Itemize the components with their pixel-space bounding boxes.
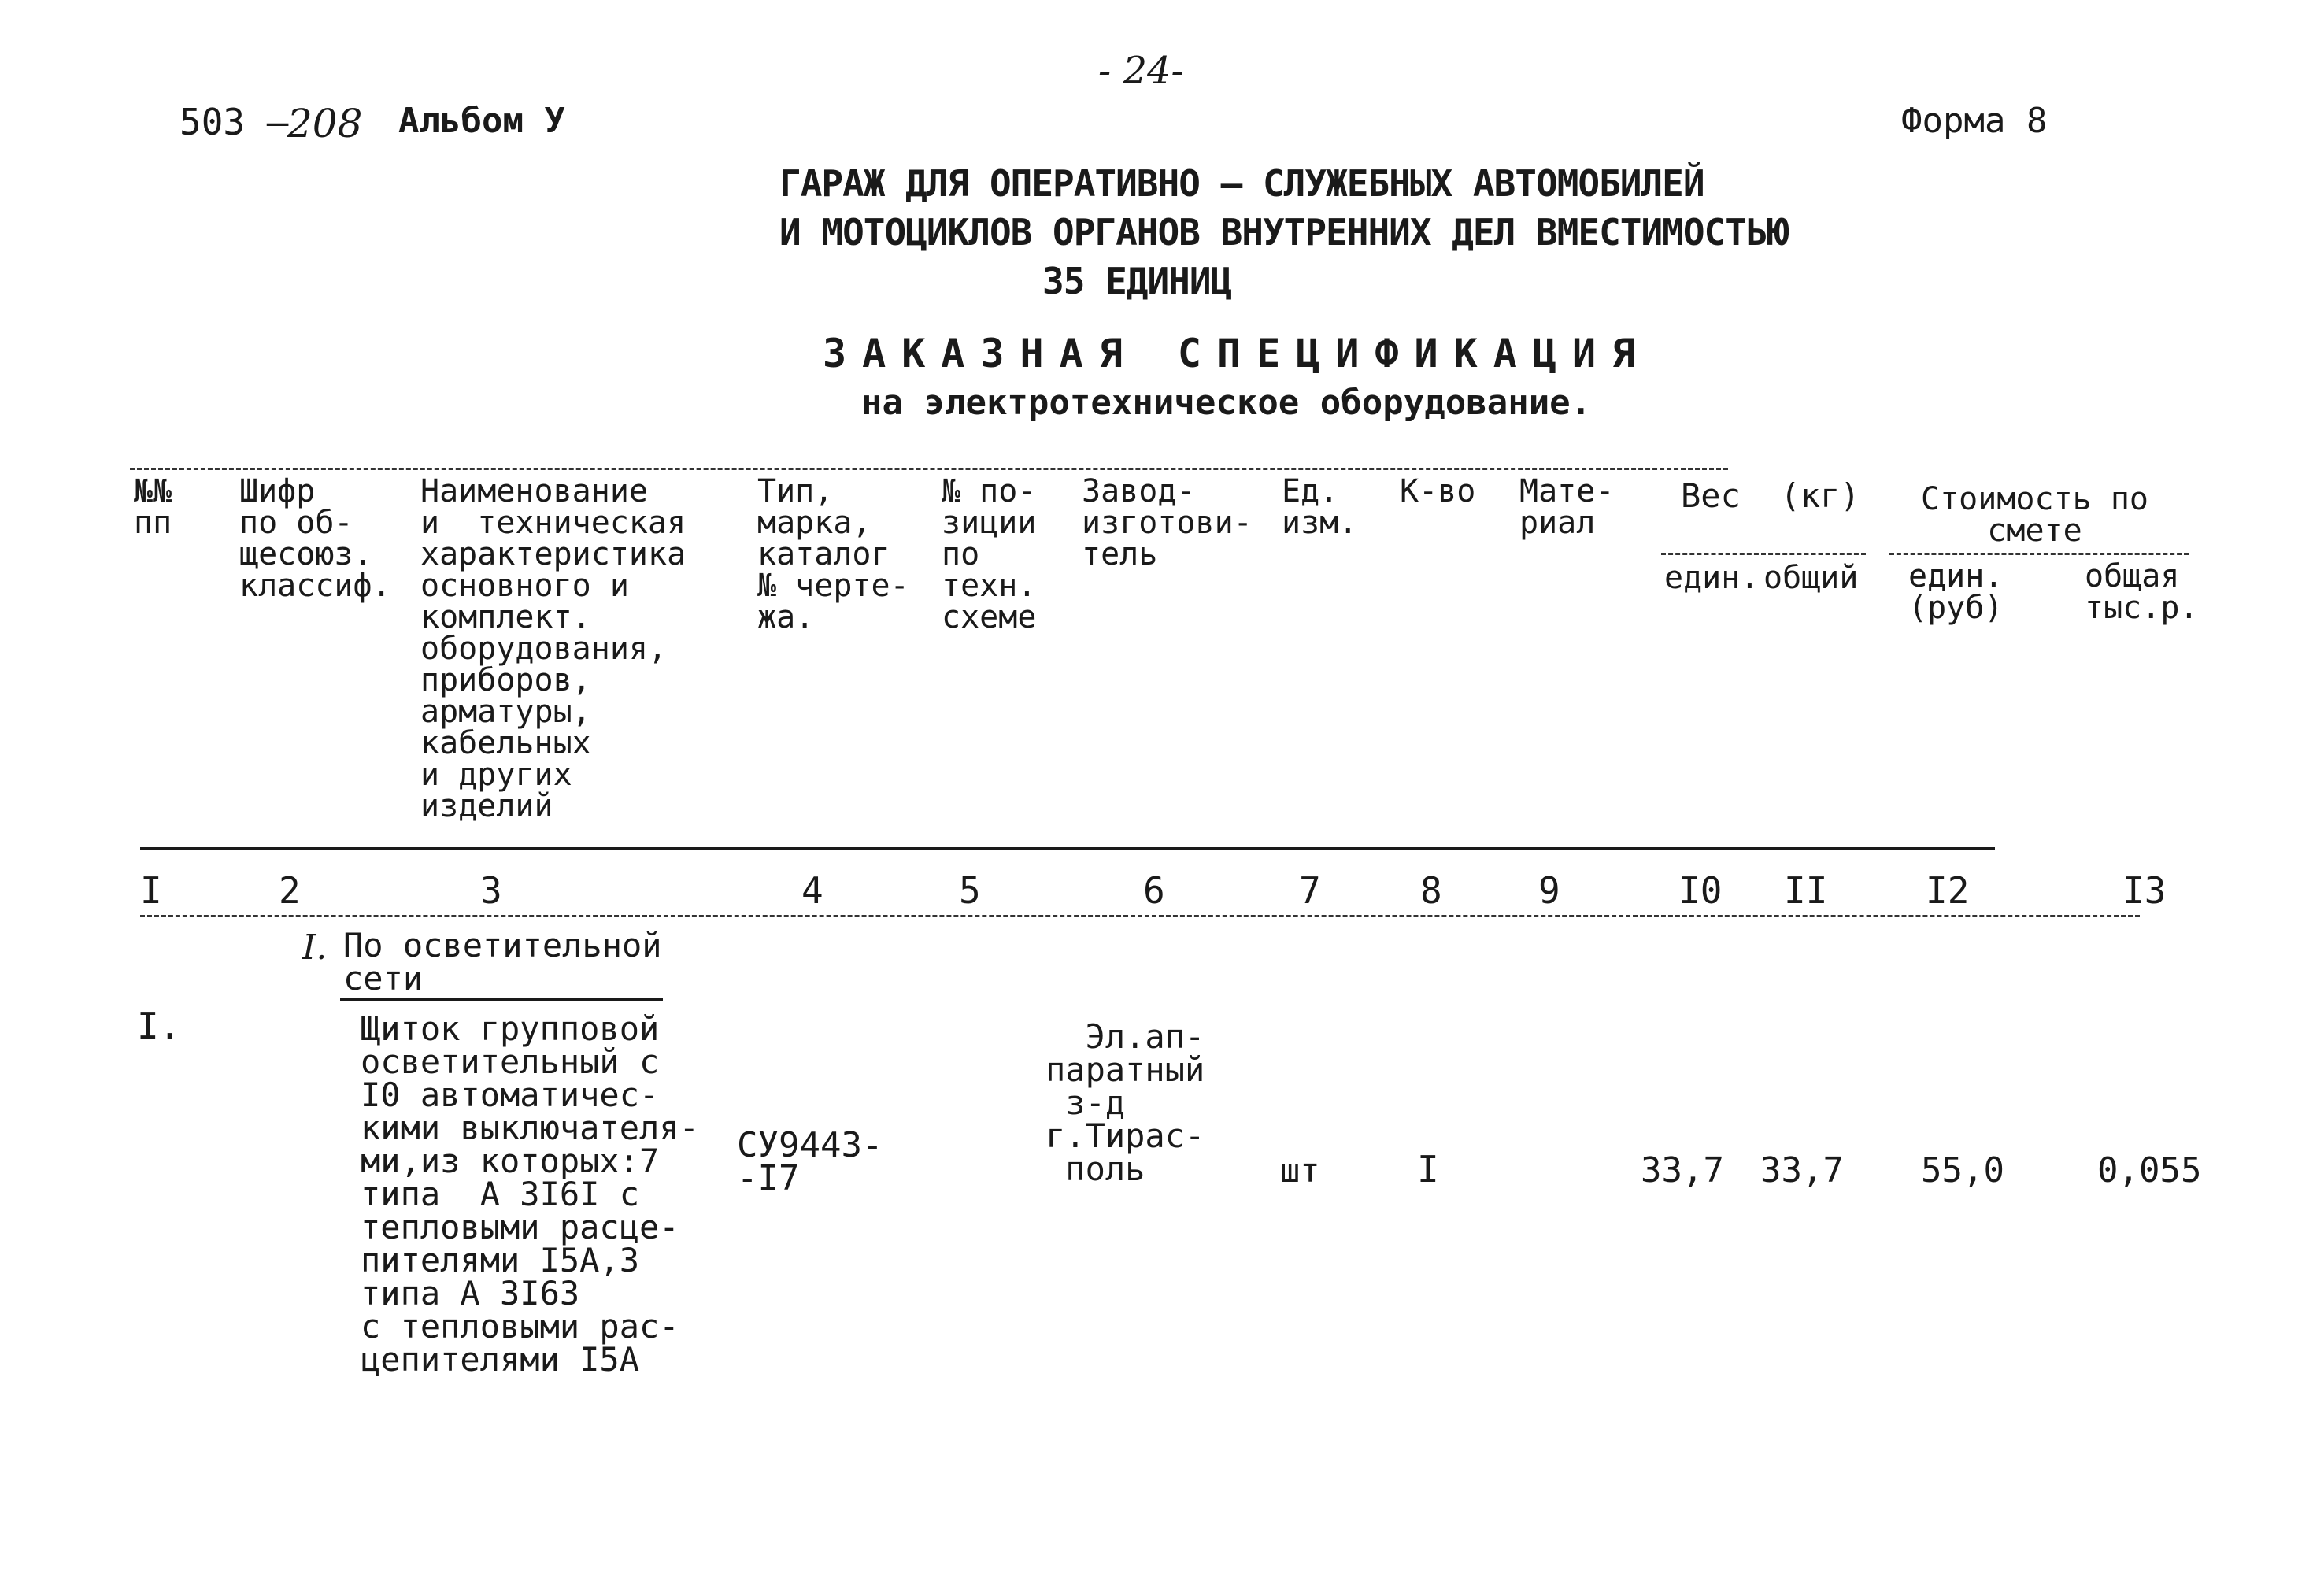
col-num-rule [140, 915, 2140, 917]
weight-group-rule [1661, 553, 1866, 555]
col-head-1: №№ пп [134, 473, 172, 541]
doc-code: 503 – [179, 101, 289, 143]
col-num-3: 3 [480, 869, 502, 912]
row-maker: Эл.ап- паратный з-д г.Тирас- поль [1045, 1017, 1205, 1188]
col-num-1: I [140, 869, 162, 912]
spec-subtitle: на электротехническое оборудование. [861, 383, 1592, 423]
col-num-12: I2 [1926, 869, 1970, 912]
col-head-weight-total: общий [1763, 560, 1859, 596]
col-head-cost-unit: един. (руб) [1908, 558, 2004, 626]
col-num-4: 4 [801, 869, 823, 912]
col-num-9: 9 [1538, 869, 1560, 912]
table-top-rule [130, 468, 1728, 470]
col-head-weight-group: Вес (кг) [1681, 476, 1860, 515]
col-head-8: К-во [1400, 473, 1476, 509]
section-number: I. [302, 927, 328, 968]
title-line-1: ГАРАЖ ДЛЯ ОПЕРАТИВНО – СЛУЖЕБНЫХ АВТОМОБИЛЕЙ [779, 162, 1704, 205]
section-title: По осветительной сети [343, 926, 662, 998]
col-head-3: Наименование и техническая характеристика основного и комплект. оборудования, приборов, арматуры, кабельных и других изделий [420, 473, 686, 824]
cost-group-rule [1889, 553, 2189, 555]
row-qty: I [1417, 1148, 1439, 1190]
col-num-6: 6 [1143, 869, 1165, 912]
title-line-3: 35 ЕДИНИЦ [1042, 260, 1232, 302]
col-num-13: I3 [2122, 869, 2167, 912]
col-num-7: 7 [1299, 869, 1321, 912]
col-head-5: № по- зиции по техн. схеме [942, 473, 1037, 635]
col-head-2: Шифр по об- щесоюз. классиф. [239, 473, 391, 604]
row-name: Щиток групповой осветительный с I0 автоматичес- кими выключателя- ми,из которых:7 типа А 3I6I с тепловыми расце- пителями I5А,3 типа А 3I63 с тепловыми рас- цепителями I5А [361, 1009, 699, 1379]
col-head-weight-unit: един. [1664, 560, 1760, 596]
row-weight-total: 33,7 [1760, 1150, 1844, 1190]
doc-number: 208 [287, 101, 363, 146]
col-num-11: II [1784, 869, 1828, 912]
col-num-2: 2 [279, 869, 301, 912]
row-cost-total: 0,055 [2097, 1150, 2202, 1190]
row-number: I. [137, 1005, 181, 1047]
col-head-cost-total: общая тыс.р. [2085, 558, 2199, 626]
album-label: Альбом У [398, 101, 565, 141]
col-head-9: Мате- риал [1519, 473, 1615, 541]
header-bottom-rule [140, 847, 1995, 850]
section-underline [340, 998, 663, 1001]
row-cost-unit: 55,0 [1921, 1150, 2004, 1190]
col-head-cost-group: Стоимость по смете [1921, 481, 2148, 549]
row-unit: шт [1280, 1151, 1320, 1190]
col-head-7: Ед. изм. [1282, 473, 1358, 541]
col-head-6: Завод- изготови- тель [1082, 473, 1253, 572]
spec-title: ЗАКАЗНАЯ СПЕЦИФИКАЦИЯ [823, 331, 1652, 376]
col-num-5: 5 [959, 869, 981, 912]
title-line-2: И МОТОЦИКЛОВ ОРГАНОВ ВНУТРЕННИХ ДЕЛ ВМЕСТИМОСТЬЮ [779, 211, 1789, 254]
row-type: СУ9443- -I7 [737, 1125, 883, 1198]
page-number: - 24- [1098, 49, 1184, 93]
form-label: Форма 8 [1901, 101, 2048, 141]
col-head-4: Тип, марка, каталог № черте- жа. [757, 473, 909, 635]
col-num-8: 8 [1420, 869, 1442, 912]
row-weight-unit: 33,7 [1641, 1150, 1724, 1190]
col-num-10: I0 [1678, 869, 1723, 912]
